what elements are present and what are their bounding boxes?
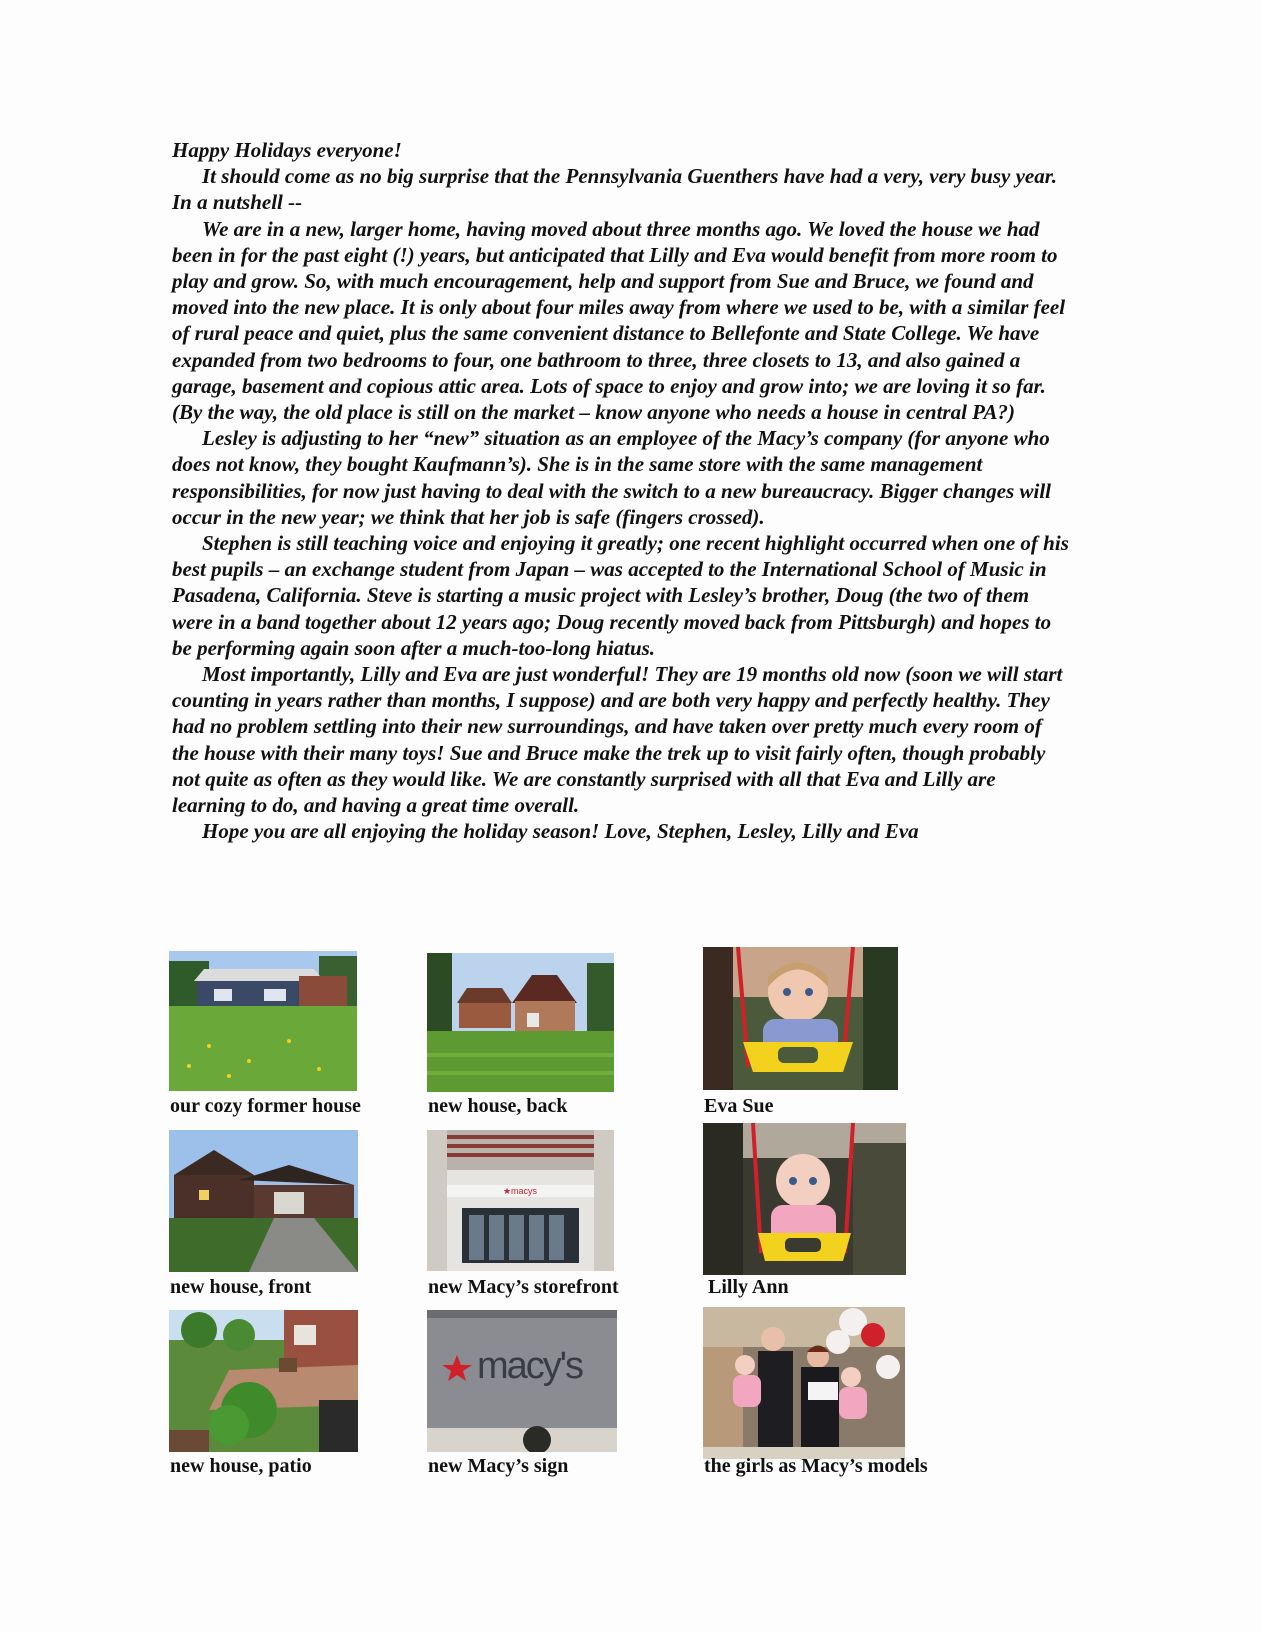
house-back-photo [427, 953, 614, 1092]
storefront-photo [427, 1130, 614, 1271]
letter-paragraph: Most importantly, Lilly and Eva are just wonderful! They are 19 months old now (soon we will start counting in years rather than months, I suppose) and are both very happy and perfectly healthy. They had no problem settling into their new surroundings, and have taken over pretty much every room of the house with their many toys! Sue and Bruce make the trek up to visit fairly often, though probably not quite as often as they would like. We are constantly surprised with all that Eva and Lilly are learning to do, and having a great time overall. [172, 662, 1063, 818]
models-caption: the girls as Macy’s models [704, 1455, 928, 1477]
letter-body [172, 137, 1072, 844]
patio-photo [169, 1310, 358, 1452]
former-house-photo [169, 951, 357, 1091]
former-house-caption: our cozy former house [170, 1095, 361, 1117]
lilly-caption: Lilly Ann [708, 1276, 789, 1298]
models-photo [703, 1307, 905, 1459]
macys-sign-caption: new Macy’s sign [428, 1455, 569, 1477]
eva-photo [703, 947, 898, 1090]
letter-paragraph: Hope you are all enjoying the holiday season! Love, Stephen, Lesley, Lilly and Eva [202, 819, 919, 844]
storefront-caption: new Macy’s storefront [428, 1276, 619, 1298]
letter-paragraph: Stephen is still teaching voice and enjoying it greatly; one recent highlight occurred when one of his best pupils – an exchange student from Japan – was accepted to the International School of Music in Pasadena, California. Steve is starting a music project with Lesley’s brother, Doug (the two of them were in a band together about 12 years ago; Doug recently moved back from Pittsburgh) and hopes to be performing again soon after a much-too-long hiatus. [172, 531, 1069, 660]
eva-caption: Eva Sue [704, 1095, 774, 1117]
patio-caption: new house, patio [170, 1455, 312, 1477]
macys-sign-text: macy's [477, 1345, 583, 1387]
house-back-caption: new house, back [428, 1095, 568, 1117]
letter-greeting: Happy Holidays everyone! [172, 138, 402, 162]
letter-paragraph: It should come as no big surprise that the Pennsylvania Guenthers have had a very, very busy year. In a nutshell -- [172, 164, 1058, 215]
letter-paragraph: We are in a new, larger home, having moved about three months ago. We loved the house we had been in for the past eight (!) years, but anticipated that Lilly and Eva would benefit from more room to play and grow. So, with much encouragement, help and support from Sue and Bruce, we found and moved into the new place. It is only about four miles away from where we used to be, with a similar feel of rural peace and quiet, plus the same convenient distance to Bellefonte and State College. We have expanded from two bedrooms to four, one bathroom to three, three closets to 13, and also gained a garage, basement and copious attic area. Lots of space to enjoy and grow into; we are loving it so far. (By the way, the old place is still on the market – know anyone who needs a house in central PA?) [172, 216, 1066, 425]
macys-sign-photo [427, 1310, 617, 1452]
house-front-photo [169, 1130, 358, 1272]
storefront-sign-text: ★macys [502, 1186, 538, 1196]
lilly-photo [703, 1123, 906, 1275]
letter-paragraph: Lesley is adjusting to her “new” situation as an employee of the Macy’s company (for anyone who does not know, they bought Kaufmann’s). She is in the same store with the same management responsibilities, for now just having to deal with the switch to a new bureaucracy. Bigger changes will occur in the new year; we think that her job is safe (fingers crossed). [172, 426, 1051, 529]
house-front-caption: new house, front [170, 1276, 312, 1298]
